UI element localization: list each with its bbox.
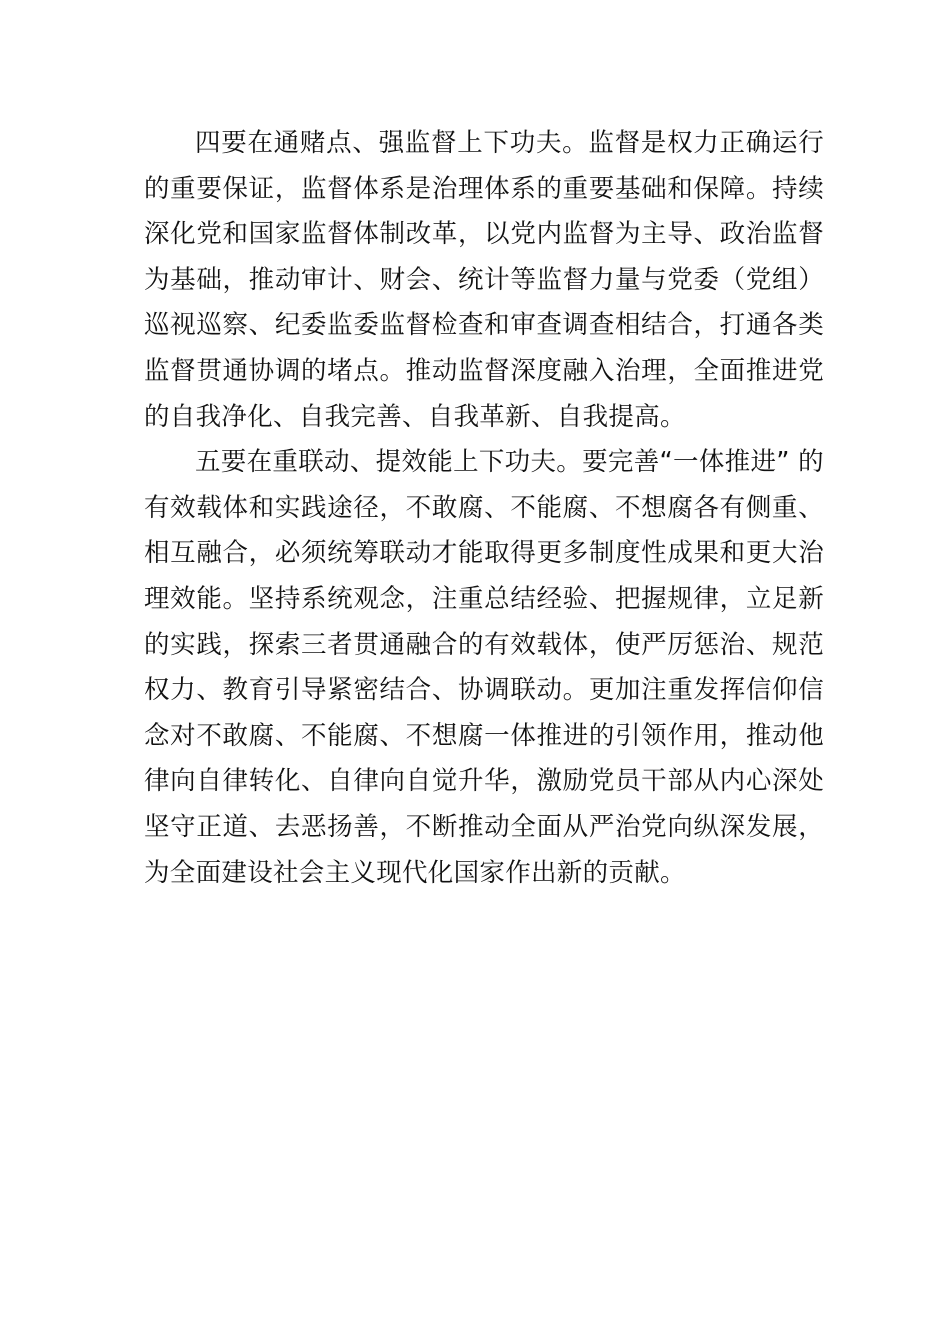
paragraph-supervision: 四要在通赌点、强监督上下功夫。监督是权力正确运行的重要保证，监督体系是治理体系的重要基础和保障。持续深化党和国家监督体制改革，以党内监督为主导、政治监督为基础，推动审计、财会、统计等监督力量与党委（党组）巡视巡察、纪委监委监督检查和审查调查相结合，打通各类监督贯通协调的堵点。推动监督深度融入治理，全面推进党的自我净化、自我完善、自我革新、自我提高。 — [144, 128, 824, 432]
paragraph-linkage: 五要在重联动、提效能上下功夫。要完善“一体推进” 的有效载体和实践途径，不敢腐、不能腐、不想腐各有侧重、相互融合，必须统筹联动才能取得更多制度性成果和更大治理效能。坚持系统观念，注重总结经验、把握规律，立足新的实践，探索三者贯通融合的有效载体，使严厉惩治、规范权力、教育引导紧密结合、协调联动。更加注重发挥信仰信念对不敢腐、不能腐、不想腐一体推进的引领作用，推动他律向自律转化、自律向自觉升华，激励党员干部从内心深处坚守正道、去恶扬善，不断推动全面从严治党向纵深发展， 为全面建设社会主义现代化国家作出新的贡献。 — [144, 447, 824, 888]
document-body — [144, 121, 824, 896]
